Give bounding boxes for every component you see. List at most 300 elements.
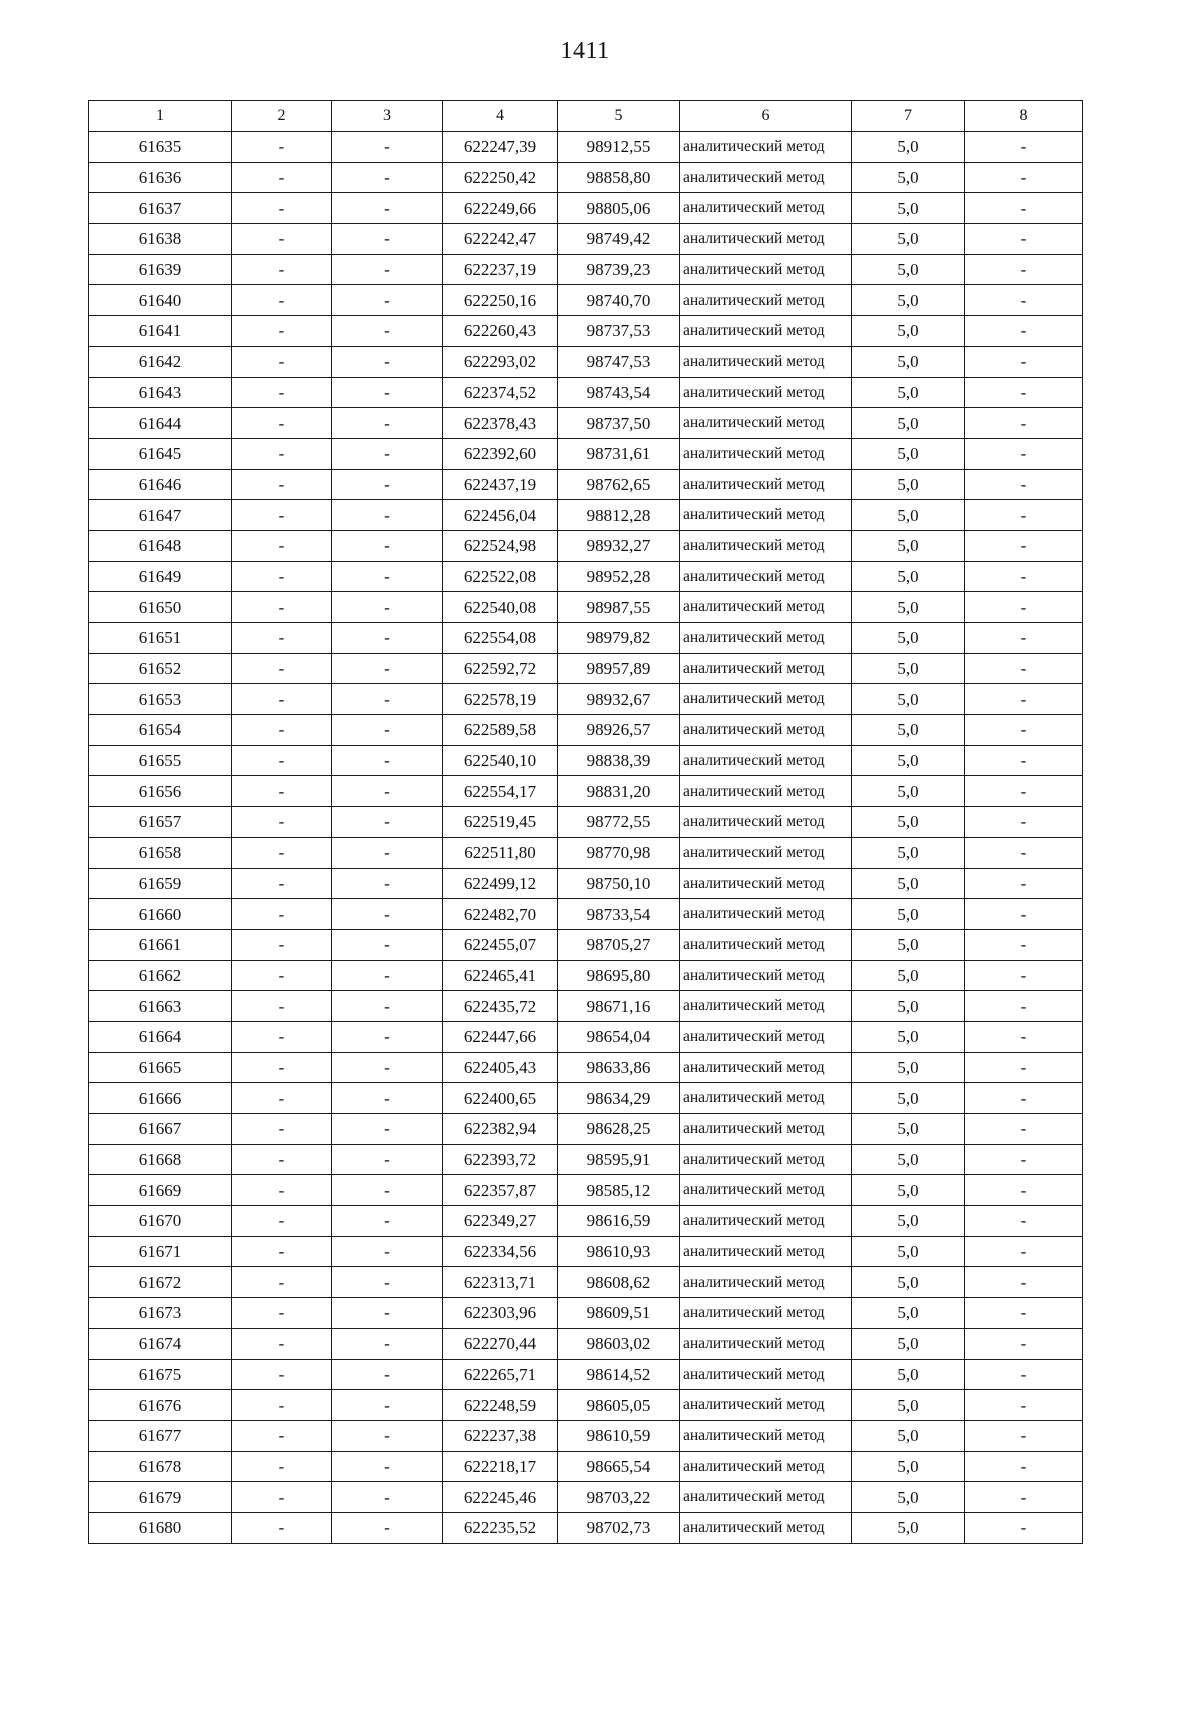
column-8-cell: - <box>965 1359 1083 1390</box>
column-8-cell: - <box>965 1114 1083 1145</box>
column-3-cell: - <box>332 1420 443 1451</box>
accuracy-cell: 5,0 <box>852 530 965 561</box>
column-8-cell: - <box>965 684 1083 715</box>
column-8-cell: - <box>965 592 1083 623</box>
point-number-cell: 61640 <box>89 285 232 316</box>
coordinate-y-cell: 98702,73 <box>558 1512 680 1543</box>
point-number-cell: 61659 <box>89 868 232 899</box>
coordinate-y-cell: 98610,93 <box>558 1236 680 1267</box>
column-3-cell: - <box>332 346 443 377</box>
column-8-cell: - <box>965 1175 1083 1206</box>
coordinate-y-cell: 98952,28 <box>558 561 680 592</box>
point-number-cell: 61649 <box>89 561 232 592</box>
coordinate-y-cell: 98747,53 <box>558 346 680 377</box>
point-number-cell: 61644 <box>89 408 232 439</box>
method-cell: аналитический метод <box>680 929 852 960</box>
coordinate-x-cell: 622265,71 <box>443 1359 558 1390</box>
coordinate-y-cell: 98614,52 <box>558 1359 680 1390</box>
method-cell: аналитический метод <box>680 1390 852 1421</box>
column-3-cell: - <box>332 899 443 930</box>
column-2-cell: - <box>232 653 332 684</box>
point-number-cell: 61678 <box>89 1451 232 1482</box>
accuracy-cell: 5,0 <box>852 1512 965 1543</box>
table-row <box>89 1359 1083 1390</box>
table-row <box>89 193 1083 224</box>
coordinate-y-cell: 98770,98 <box>558 837 680 868</box>
accuracy-cell: 5,0 <box>852 1175 965 1206</box>
coordinate-x-cell: 622250,42 <box>443 162 558 193</box>
coordinate-y-cell: 98750,10 <box>558 868 680 899</box>
method-cell: аналитический метод <box>680 1083 852 1114</box>
accuracy-cell: 5,0 <box>852 684 965 715</box>
coordinate-x-cell: 622554,08 <box>443 623 558 654</box>
column-8-cell: - <box>965 837 1083 868</box>
column-2-cell: - <box>232 408 332 439</box>
method-cell: аналитический метод <box>680 162 852 193</box>
column-8-cell: - <box>965 316 1083 347</box>
column-8-cell: - <box>965 1206 1083 1237</box>
column-8-cell: - <box>965 868 1083 899</box>
column-2-cell: - <box>232 1359 332 1390</box>
method-cell: аналитический метод <box>680 684 852 715</box>
accuracy-cell: 5,0 <box>852 1482 965 1513</box>
accuracy-cell: 5,0 <box>852 224 965 255</box>
column-3-cell: - <box>332 715 443 746</box>
column-8-cell: - <box>965 408 1083 439</box>
point-number-cell: 61679 <box>89 1482 232 1513</box>
coordinate-y-cell: 98772,55 <box>558 807 680 838</box>
table-row <box>89 438 1083 469</box>
table-row <box>89 592 1083 623</box>
column-2-cell: - <box>232 132 332 163</box>
column-2-cell: - <box>232 960 332 991</box>
column-8-cell: - <box>965 224 1083 255</box>
accuracy-cell: 5,0 <box>852 438 965 469</box>
column-2-cell: - <box>232 377 332 408</box>
coordinate-x-cell: 622465,41 <box>443 960 558 991</box>
point-number-cell: 61653 <box>89 684 232 715</box>
coordinate-x-cell: 622456,04 <box>443 500 558 531</box>
accuracy-cell: 5,0 <box>852 1236 965 1267</box>
coordinate-x-cell: 622374,52 <box>443 377 558 408</box>
table-row <box>89 807 1083 838</box>
method-cell: аналитический метод <box>680 1359 852 1390</box>
column-8-cell: - <box>965 193 1083 224</box>
column-8-cell: - <box>965 991 1083 1022</box>
table-row <box>89 316 1083 347</box>
column-3-cell: - <box>332 1144 443 1175</box>
column-8-cell: - <box>965 1236 1083 1267</box>
coordinate-x-cell: 622405,43 <box>443 1052 558 1083</box>
accuracy-cell: 5,0 <box>852 1298 965 1329</box>
coordinate-y-cell: 98858,80 <box>558 162 680 193</box>
coordinate-y-cell: 98737,53 <box>558 316 680 347</box>
coordinate-x-cell: 622293,02 <box>443 346 558 377</box>
column-header-5: 5 <box>558 101 680 132</box>
coordinate-x-cell: 622435,72 <box>443 991 558 1022</box>
column-2-cell: - <box>232 1328 332 1359</box>
coordinate-x-cell: 622519,45 <box>443 807 558 838</box>
accuracy-cell: 5,0 <box>852 1451 965 1482</box>
point-number-cell: 61654 <box>89 715 232 746</box>
point-number-cell: 61670 <box>89 1206 232 1237</box>
coordinate-y-cell: 98605,05 <box>558 1390 680 1421</box>
coordinate-y-cell: 98603,02 <box>558 1328 680 1359</box>
column-2-cell: - <box>232 807 332 838</box>
table-row <box>89 1114 1083 1145</box>
column-2-cell: - <box>232 868 332 899</box>
column-2-cell: - <box>232 837 332 868</box>
point-number-cell: 61641 <box>89 316 232 347</box>
column-3-cell: - <box>332 1175 443 1206</box>
accuracy-cell: 5,0 <box>852 469 965 500</box>
column-2-cell: - <box>232 1083 332 1114</box>
method-cell: аналитический метод <box>680 1144 852 1175</box>
column-header-8: 8 <box>965 101 1083 132</box>
method-cell: аналитический метод <box>680 1236 852 1267</box>
method-cell: аналитический метод <box>680 991 852 1022</box>
point-number-cell: 61669 <box>89 1175 232 1206</box>
column-3-cell: - <box>332 561 443 592</box>
point-number-cell: 61646 <box>89 469 232 500</box>
column-3-cell: - <box>332 807 443 838</box>
column-2-cell: - <box>232 1052 332 1083</box>
coordinate-x-cell: 622400,65 <box>443 1083 558 1114</box>
column-3-cell: - <box>332 1390 443 1421</box>
column-8-cell: - <box>965 162 1083 193</box>
coordinate-y-cell: 98979,82 <box>558 623 680 654</box>
coordinate-y-cell: 98610,59 <box>558 1420 680 1451</box>
column-2-cell: - <box>232 1114 332 1145</box>
table-row <box>89 254 1083 285</box>
coordinate-x-cell: 622554,17 <box>443 776 558 807</box>
table-row <box>89 1390 1083 1421</box>
point-number-cell: 61660 <box>89 899 232 930</box>
column-2-cell: - <box>232 1236 332 1267</box>
column-2-cell: - <box>232 991 332 1022</box>
coordinate-y-cell: 98812,28 <box>558 500 680 531</box>
coordinate-y-cell: 98633,86 <box>558 1052 680 1083</box>
column-3-cell: - <box>332 1451 443 1482</box>
method-cell: аналитический метод <box>680 807 852 838</box>
column-3-cell: - <box>332 653 443 684</box>
coordinate-x-cell: 622589,58 <box>443 715 558 746</box>
column-8-cell: - <box>965 776 1083 807</box>
column-2-cell: - <box>232 285 332 316</box>
coordinate-y-cell: 98737,50 <box>558 408 680 439</box>
column-3-cell: - <box>332 1482 443 1513</box>
method-cell: аналитический метод <box>680 438 852 469</box>
column-2-cell: - <box>232 438 332 469</box>
point-number-cell: 61652 <box>89 653 232 684</box>
accuracy-cell: 5,0 <box>852 899 965 930</box>
table-row <box>89 377 1083 408</box>
point-number-cell: 61680 <box>89 1512 232 1543</box>
table-row <box>89 684 1083 715</box>
method-cell: аналитический метод <box>680 1420 852 1451</box>
coordinate-x-cell: 622447,66 <box>443 1021 558 1052</box>
table-row <box>89 929 1083 960</box>
table-row <box>89 653 1083 684</box>
point-number-cell: 61636 <box>89 162 232 193</box>
column-8-cell: - <box>965 1083 1083 1114</box>
column-8-cell: - <box>965 132 1083 163</box>
point-number-cell: 61664 <box>89 1021 232 1052</box>
column-8-cell: - <box>965 1328 1083 1359</box>
coordinate-x-cell: 622349,27 <box>443 1206 558 1237</box>
method-cell: аналитический метод <box>680 500 852 531</box>
coordinate-y-cell: 98805,06 <box>558 193 680 224</box>
point-number-cell: 61638 <box>89 224 232 255</box>
column-3-cell: - <box>332 316 443 347</box>
column-2-cell: - <box>232 592 332 623</box>
column-8-cell: - <box>965 623 1083 654</box>
column-3-cell: - <box>332 1512 443 1543</box>
coordinate-y-cell: 98595,91 <box>558 1144 680 1175</box>
method-cell: аналитический метод <box>680 316 852 347</box>
column-3-cell: - <box>332 684 443 715</box>
point-number-cell: 61671 <box>89 1236 232 1267</box>
table-row <box>89 1236 1083 1267</box>
column-2-cell: - <box>232 1390 332 1421</box>
coordinate-x-cell: 622242,47 <box>443 224 558 255</box>
column-3-cell: - <box>332 929 443 960</box>
column-3-cell: - <box>332 1114 443 1145</box>
column-2-cell: - <box>232 745 332 776</box>
column-8-cell: - <box>965 1298 1083 1329</box>
point-number-cell: 61677 <box>89 1420 232 1451</box>
coordinate-y-cell: 98628,25 <box>558 1114 680 1145</box>
coordinate-x-cell: 622357,87 <box>443 1175 558 1206</box>
coordinate-x-cell: 622499,12 <box>443 868 558 899</box>
column-8-cell: - <box>965 899 1083 930</box>
point-number-cell: 61674 <box>89 1328 232 1359</box>
point-number-cell: 61642 <box>89 346 232 377</box>
column-2-cell: - <box>232 500 332 531</box>
column-8-cell: - <box>965 807 1083 838</box>
column-2-cell: - <box>232 929 332 960</box>
column-header-7: 7 <box>852 101 965 132</box>
accuracy-cell: 5,0 <box>852 1359 965 1390</box>
column-3-cell: - <box>332 1267 443 1298</box>
column-2-cell: - <box>232 530 332 561</box>
table-row <box>89 500 1083 531</box>
column-8-cell: - <box>965 561 1083 592</box>
accuracy-cell: 5,0 <box>852 377 965 408</box>
accuracy-cell: 5,0 <box>852 1390 965 1421</box>
method-cell: аналитический метод <box>680 224 852 255</box>
coordinate-y-cell: 98731,61 <box>558 438 680 469</box>
method-cell: аналитический метод <box>680 653 852 684</box>
column-3-cell: - <box>332 1298 443 1329</box>
point-number-cell: 61675 <box>89 1359 232 1390</box>
column-8-cell: - <box>965 1267 1083 1298</box>
accuracy-cell: 5,0 <box>852 1328 965 1359</box>
accuracy-cell: 5,0 <box>852 960 965 991</box>
coordinate-x-cell: 622235,52 <box>443 1512 558 1543</box>
column-3-cell: - <box>332 1083 443 1114</box>
coordinate-y-cell: 98634,29 <box>558 1083 680 1114</box>
column-3-cell: - <box>332 1359 443 1390</box>
table-row <box>89 899 1083 930</box>
column-8-cell: - <box>965 960 1083 991</box>
coordinate-y-cell: 98609,51 <box>558 1298 680 1329</box>
table-row <box>89 408 1083 439</box>
accuracy-cell: 5,0 <box>852 1144 965 1175</box>
coordinate-y-cell: 98654,04 <box>558 1021 680 1052</box>
table-header-row <box>89 101 1083 132</box>
table-row <box>89 1083 1083 1114</box>
column-3-cell: - <box>332 868 443 899</box>
method-cell: аналитический метод <box>680 1512 852 1543</box>
table-row <box>89 1451 1083 1482</box>
method-cell: аналитический метод <box>680 776 852 807</box>
coordinate-x-cell: 622393,72 <box>443 1144 558 1175</box>
column-2-cell: - <box>232 1144 332 1175</box>
table-row <box>89 1420 1083 1451</box>
table-row <box>89 224 1083 255</box>
column-2-cell: - <box>232 469 332 500</box>
point-number-cell: 61656 <box>89 776 232 807</box>
coordinate-x-cell: 622250,16 <box>443 285 558 316</box>
method-cell: аналитический метод <box>680 1052 852 1083</box>
column-2-cell: - <box>232 1175 332 1206</box>
accuracy-cell: 5,0 <box>852 132 965 163</box>
column-8-cell: - <box>965 1482 1083 1513</box>
accuracy-cell: 5,0 <box>852 1114 965 1145</box>
table-row <box>89 991 1083 1022</box>
column-3-cell: - <box>332 285 443 316</box>
point-number-cell: 61637 <box>89 193 232 224</box>
column-2-cell: - <box>232 715 332 746</box>
column-2-cell: - <box>232 1512 332 1543</box>
table-row <box>89 1206 1083 1237</box>
column-3-cell: - <box>332 1021 443 1052</box>
point-number-cell: 61655 <box>89 745 232 776</box>
accuracy-cell: 5,0 <box>852 776 965 807</box>
accuracy-cell: 5,0 <box>852 1052 965 1083</box>
table-row <box>89 162 1083 193</box>
method-cell: аналитический метод <box>680 561 852 592</box>
column-8-cell: - <box>965 285 1083 316</box>
column-header-3: 3 <box>332 101 443 132</box>
point-number-cell: 61657 <box>89 807 232 838</box>
column-2-cell: - <box>232 561 332 592</box>
coordinate-y-cell: 98740,70 <box>558 285 680 316</box>
column-8-cell: - <box>965 1052 1083 1083</box>
table-row <box>89 715 1083 746</box>
coordinate-x-cell: 622540,10 <box>443 745 558 776</box>
method-cell: аналитический метод <box>680 285 852 316</box>
table-row <box>89 623 1083 654</box>
accuracy-cell: 5,0 <box>852 592 965 623</box>
accuracy-cell: 5,0 <box>852 1083 965 1114</box>
column-2-cell: - <box>232 776 332 807</box>
point-number-cell: 61673 <box>89 1298 232 1329</box>
column-8-cell: - <box>965 1512 1083 1543</box>
accuracy-cell: 5,0 <box>852 500 965 531</box>
coordinate-x-cell: 622455,07 <box>443 929 558 960</box>
point-number-cell: 61667 <box>89 1114 232 1145</box>
table-row <box>89 1482 1083 1513</box>
table-row <box>89 1512 1083 1543</box>
column-3-cell: - <box>332 438 443 469</box>
accuracy-cell: 5,0 <box>852 929 965 960</box>
point-number-cell: 61645 <box>89 438 232 469</box>
column-2-cell: - <box>232 162 332 193</box>
method-cell: аналитический метод <box>680 1451 852 1482</box>
accuracy-cell: 5,0 <box>852 162 965 193</box>
column-8-cell: - <box>965 377 1083 408</box>
method-cell: аналитический метод <box>680 1175 852 1206</box>
column-3-cell: - <box>332 500 443 531</box>
coordinate-x-cell: 622437,19 <box>443 469 558 500</box>
coordinate-y-cell: 98733,54 <box>558 899 680 930</box>
coordinate-y-cell: 98616,59 <box>558 1206 680 1237</box>
method-cell: аналитический метод <box>680 1298 852 1329</box>
method-cell: аналитический метод <box>680 1114 852 1145</box>
column-2-cell: - <box>232 193 332 224</box>
accuracy-cell: 5,0 <box>852 1206 965 1237</box>
coordinate-y-cell: 98695,80 <box>558 960 680 991</box>
accuracy-cell: 5,0 <box>852 715 965 746</box>
column-2-cell: - <box>232 1267 332 1298</box>
method-cell: аналитический метод <box>680 1021 852 1052</box>
column-3-cell: - <box>332 1052 443 1083</box>
column-8-cell: - <box>965 254 1083 285</box>
coordinate-x-cell: 622592,72 <box>443 653 558 684</box>
column-2-cell: - <box>232 623 332 654</box>
column-8-cell: - <box>965 438 1083 469</box>
coordinate-y-cell: 98912,55 <box>558 132 680 163</box>
method-cell: аналитический метод <box>680 346 852 377</box>
coordinate-x-cell: 622578,19 <box>443 684 558 715</box>
accuracy-cell: 5,0 <box>852 1267 965 1298</box>
point-number-cell: 61647 <box>89 500 232 531</box>
method-cell: аналитический метод <box>680 254 852 285</box>
table-row <box>89 530 1083 561</box>
column-header-4: 4 <box>443 101 558 132</box>
coordinate-x-cell: 622218,17 <box>443 1451 558 1482</box>
coordinate-x-cell: 622313,71 <box>443 1267 558 1298</box>
column-8-cell: - <box>965 1451 1083 1482</box>
column-8-cell: - <box>965 653 1083 684</box>
column-3-cell: - <box>332 132 443 163</box>
column-8-cell: - <box>965 1420 1083 1451</box>
column-3-cell: - <box>332 1328 443 1359</box>
column-2-cell: - <box>232 1451 332 1482</box>
coordinate-x-cell: 622237,38 <box>443 1420 558 1451</box>
coordinate-y-cell: 98987,55 <box>558 592 680 623</box>
table-row <box>89 469 1083 500</box>
accuracy-cell: 5,0 <box>852 653 965 684</box>
table-row <box>89 346 1083 377</box>
table-row <box>89 868 1083 899</box>
coordinate-y-cell: 98957,89 <box>558 653 680 684</box>
accuracy-cell: 5,0 <box>852 623 965 654</box>
accuracy-cell: 5,0 <box>852 285 965 316</box>
table-row <box>89 837 1083 868</box>
table-row <box>89 776 1083 807</box>
column-header-2: 2 <box>232 101 332 132</box>
method-cell: аналитический метод <box>680 837 852 868</box>
column-3-cell: - <box>332 776 443 807</box>
coordinates-table <box>88 100 1083 1544</box>
column-3-cell: - <box>332 224 443 255</box>
column-8-cell: - <box>965 1390 1083 1421</box>
point-number-cell: 61635 <box>89 132 232 163</box>
table-row <box>89 561 1083 592</box>
